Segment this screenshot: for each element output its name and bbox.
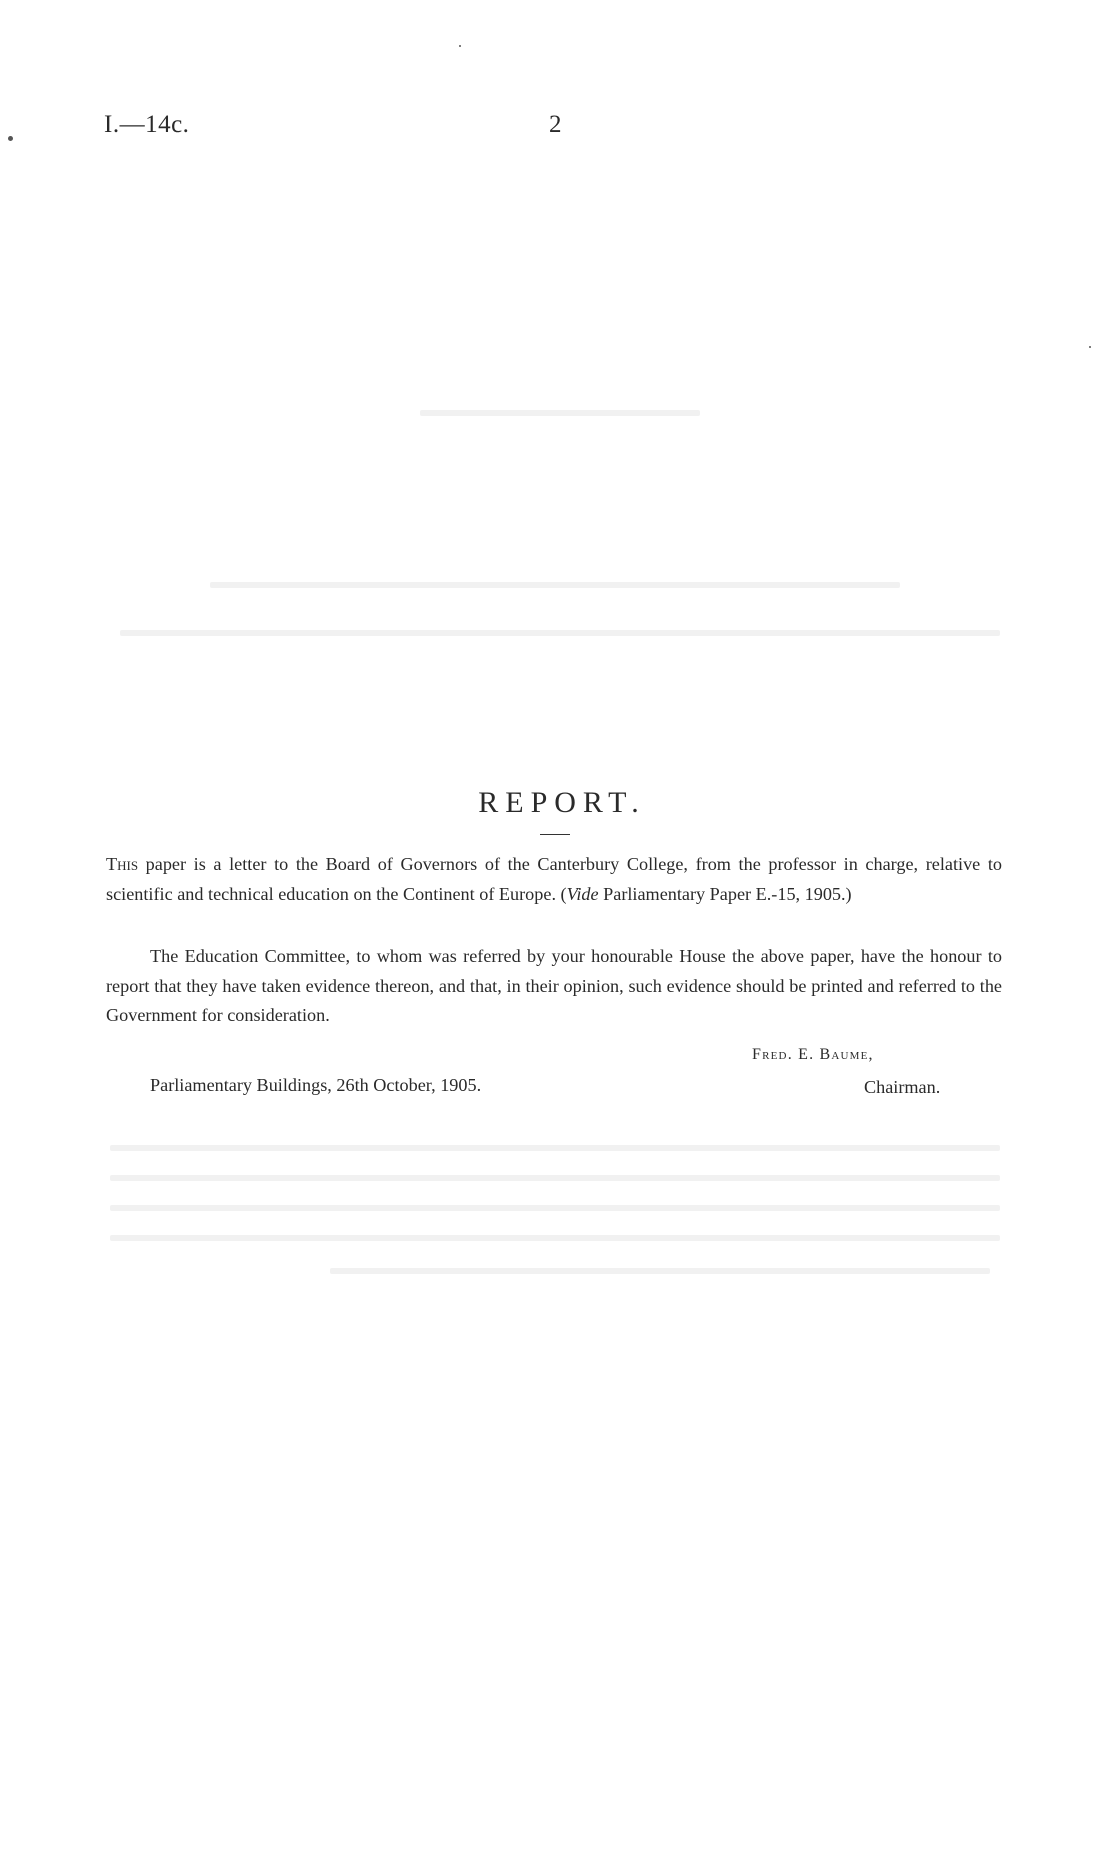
place-and-date: Parliamentary Buildings, 26th October, 1905. [150, 1075, 482, 1095]
paper-speck [1089, 346, 1091, 348]
paragraph-2-text: The Education Committee, to whom was referred by your honourable House the above paper, have the honour to report that they have taken evidence thereon, and that, in their opinion, such evidence should be printed and referred to the Government for consideration. [106, 946, 1002, 1025]
page-number: 2 [549, 111, 562, 138]
bleed-through-mark [110, 1235, 1000, 1241]
signatory-title: Chairman. [864, 1077, 941, 1097]
report-paragraph-1 [106, 850, 1002, 909]
report-paragraph-2 [106, 942, 1002, 1031]
paragraph-lead-word: This [106, 854, 139, 874]
bleed-through-mark [120, 630, 1000, 636]
bleed-through-mark [110, 1205, 1000, 1211]
vide-reference: Vide [566, 883, 599, 904]
bleed-through-mark [210, 582, 900, 588]
paper-speck [8, 136, 13, 141]
signatory-name: Fred. E. Baume, [752, 1046, 874, 1063]
bleed-through-mark [330, 1268, 990, 1274]
report-title: REPORT. [478, 786, 646, 819]
bleed-through-mark [420, 410, 700, 416]
paragraph-1-tail: Parliamentary Paper E.-15, 1905.) [598, 883, 852, 904]
bleed-through-mark [110, 1175, 1000, 1181]
paragraph-1-text: paper is a letter to the Board of Governors of the Canterbury College, from the professor in charge, relative to scientific and technical education on the Continent of Europe. ( [106, 854, 1002, 904]
document-reference: I.—14c. [104, 111, 190, 138]
paper-speck [459, 45, 461, 47]
bleed-through-mark [110, 1145, 1000, 1151]
title-rule [540, 834, 570, 835]
